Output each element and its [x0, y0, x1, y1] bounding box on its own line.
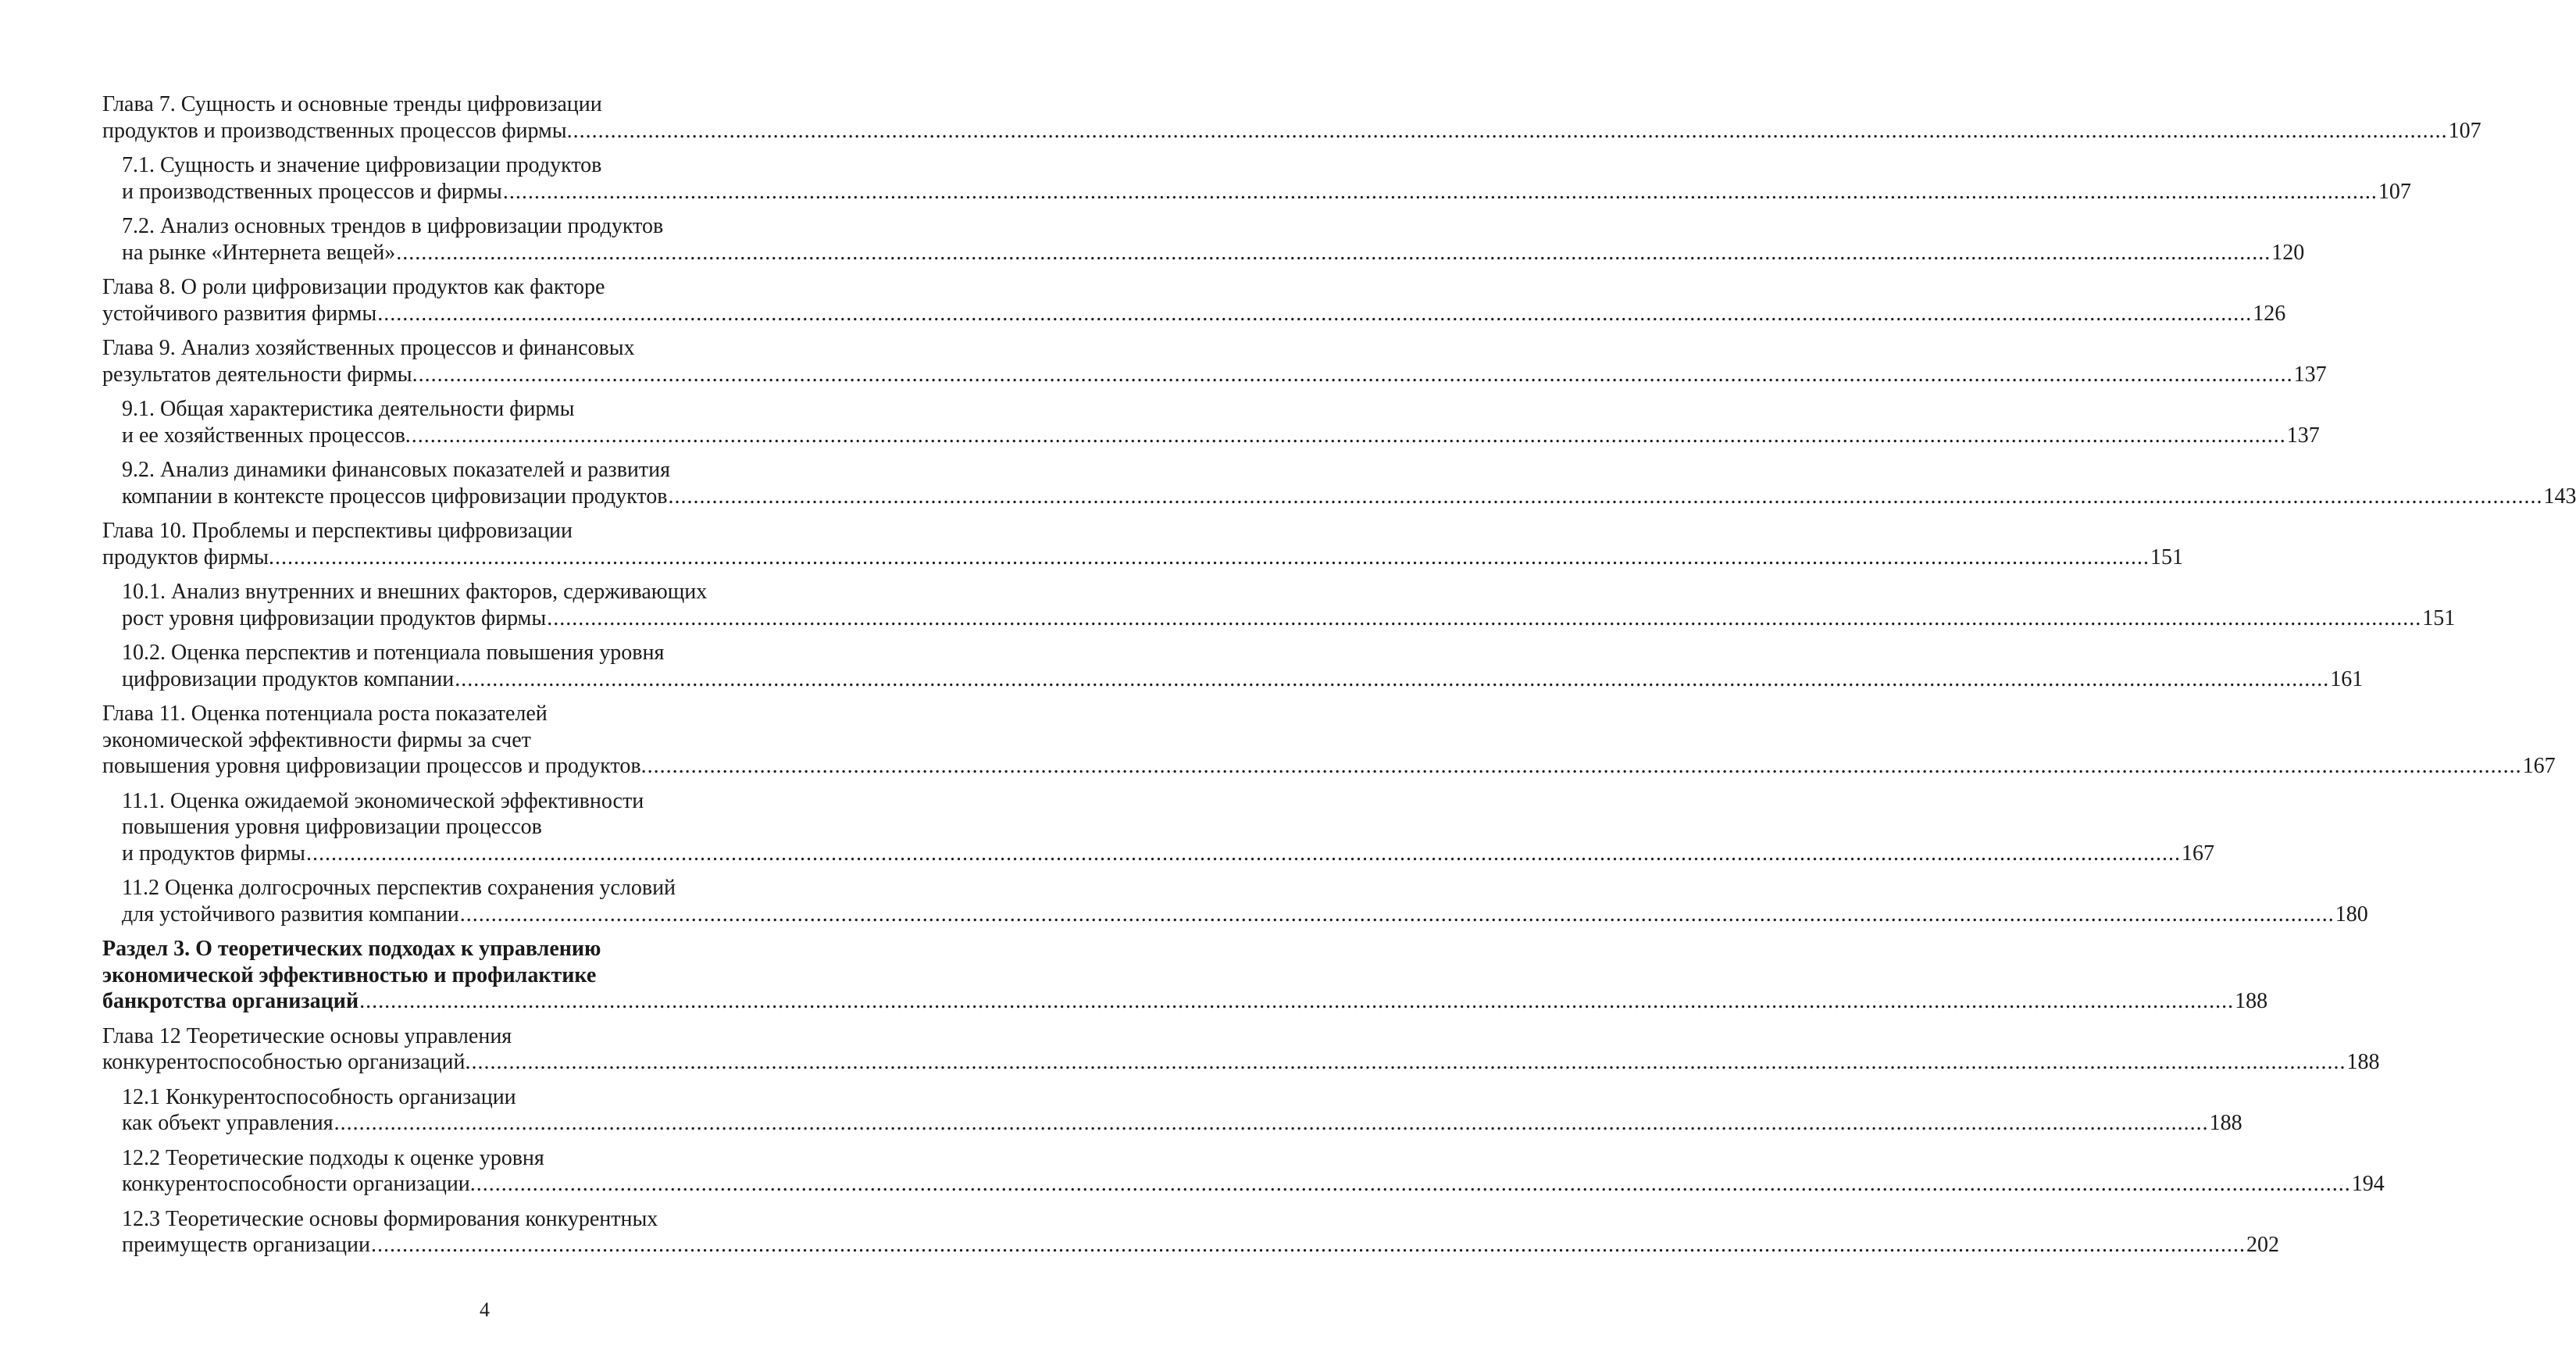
toc-section-entry[interactable]: [102, 788, 2214, 867]
toc-page-number: 107: [2378, 179, 2411, 204]
toc-entry-title-end: продуктов фирмы.: [102, 544, 274, 569]
toc-entry-title-end: повышения уровня цифровизации процессов и продуктов.: [102, 754, 647, 778]
dot-leader: ............................................................................................................................................................................................................................................................................................................: [371, 1233, 2246, 1257]
toc-page-number: 126: [2253, 301, 2286, 326]
toc-page-number: 167: [2181, 841, 2214, 866]
toc-entry-title-end: рост уровня цифровизации продуктов фирмы: [122, 605, 547, 630]
toc-page-number: 167: [2522, 754, 2556, 778]
toc-entry-title-line: 10.2. Оценка перспектив и потенциала повышения уровня: [122, 641, 665, 665]
toc-entry-title-end: конкурентоспособностью организаций.: [102, 1050, 471, 1074]
toc-page-number: 151: [2150, 544, 2183, 569]
dot-leader: ............................................................................................................................................................................................................................................................................................................: [305, 841, 2181, 866]
dot-leader: ............................................................................................................................................................................................................................................................................................................: [647, 754, 2522, 778]
toc-section-entry[interactable]: [102, 875, 2368, 927]
toc-entry-title-line: повышения уровня цифровизации процессов: [122, 815, 542, 839]
toc-page-number: 137: [2286, 423, 2320, 448]
toc-entry-title-line: 12.3 Теоретические основы формирования конкурентных: [122, 1206, 658, 1231]
toc-entry-title-end: банкротства организаций: [102, 989, 359, 1013]
dot-leader: ............................................................................................................................................................................................................................................................................................................: [396, 240, 2271, 265]
toc-section-entry[interactable]: [102, 1084, 2242, 1137]
table-of-contents: [102, 91, 2576, 1259]
toc-entry-last-line: [102, 753, 2556, 780]
page-number: 4: [480, 1298, 490, 1321]
toc-entry-last-line: [102, 988, 2268, 1015]
toc-entry-last-line: [122, 179, 2411, 205]
dot-leader: ............................................................................................................................................................................................................................................................................................................: [359, 989, 2235, 1013]
toc-page-number: 120: [2271, 240, 2305, 265]
toc-chapter-entry[interactable]: [102, 518, 2183, 570]
dot-leader: ............................................................................................................................................................................................................................................................................................................: [471, 1050, 2346, 1074]
toc-entry-title-line: 7.1. Сущность и значение цифровизации продуктов: [122, 153, 602, 177]
toc-page-number: 202: [2246, 1233, 2280, 1257]
toc-entry-title-line: Раздел 3. О теоретических подходах к управлению: [102, 937, 601, 961]
toc-page-number: 161: [2330, 666, 2364, 691]
toc-entry-title-line: 11.1. Оценка ожидаемой экономической эффективности: [122, 788, 644, 813]
toc-entry-title-line: Глава 10. Проблемы и перспективы цифровизации: [102, 519, 573, 543]
dot-leader: ............................................................................................................................................................................................................................................................................................................: [411, 423, 2286, 448]
toc-entry-title-end: и ее хозяйственных процессов.: [122, 423, 411, 448]
toc-section-entry[interactable]: [102, 457, 2576, 509]
toc-entry-title-end: конкурентоспособности организации.: [122, 1172, 476, 1196]
dot-leader: ............................................................................................................................................................................................................................................................................................................: [573, 118, 2448, 143]
toc-chapter-entry[interactable]: [102, 274, 2286, 327]
dot-leader: ............................................................................................................................................................................................................................................................................................................: [377, 301, 2253, 326]
toc-page-number: 188: [2346, 1050, 2380, 1074]
toc-entry-last-line: [122, 666, 2364, 693]
toc-entry-title-line: Глава 11. Оценка потенциала роста показателей: [102, 702, 548, 726]
dot-leader: ............................................................................................................................................................................................................................................................................................................: [459, 902, 2335, 926]
toc-entry-last-line: [102, 118, 2481, 145]
toc-entry-title-line: Глава 9. Анализ хозяйственных процессов и финансовых: [102, 336, 635, 360]
toc-section-entry[interactable]: [102, 1145, 2385, 1198]
toc-chapter-entry[interactable]: [102, 335, 2327, 387]
toc-entry-title-line: экономической эффективностью и профилактике: [102, 962, 597, 987]
toc-entry-title-line: 11.2 Оценка долгосрочных перспектив сохранения условий: [122, 876, 676, 900]
toc-chapter-entry[interactable]: [102, 701, 2556, 780]
toc-entry-last-line: [102, 1049, 2380, 1076]
toc-entry-title-line: 12.2 Теоретические подходы к оценке уровня: [122, 1145, 544, 1170]
toc-entry-title-end: цифровизации продуктов компании: [122, 666, 455, 691]
toc-entry-last-line: [122, 605, 2456, 632]
dot-leader: ............................................................................................................................................................................................................................................................................................................: [334, 1111, 2209, 1135]
toc-page-number: 107: [2448, 118, 2481, 143]
toc-entry-last-line: [102, 301, 2286, 327]
dot-leader: ............................................................................................................................................................................................................................................................................................................: [502, 179, 2378, 204]
toc-entry-title-line: 12.1 Конкурентоспособность организации: [122, 1084, 516, 1109]
toc-entry-last-line: [122, 484, 2576, 510]
toc-entry-last-line: [122, 423, 2320, 449]
toc-entry-last-line: [102, 362, 2327, 388]
toc-page-number: 188: [2209, 1111, 2242, 1135]
toc-entry-last-line: [122, 902, 2368, 928]
dot-leader: ............................................................................................................................................................................................................................................................................................................: [455, 666, 2330, 691]
toc-entry-last-line: [122, 841, 2214, 867]
toc-page-number: 194: [2351, 1172, 2385, 1196]
toc-entry-title-line: 7.2. Анализ основных трендов в цифровизации продуктов: [122, 214, 664, 238]
toc-page-number: 151: [2422, 605, 2456, 630]
toc-section-entry[interactable]: [102, 152, 2411, 205]
dot-leader: ............................................................................................................................................................................................................................................................................................................: [274, 544, 2150, 569]
toc-entry-title-line: Глава 12 Теоретические основы управления: [102, 1023, 512, 1048]
toc-entry-title-end: как объект управления: [122, 1111, 334, 1135]
toc-entry-last-line: [122, 1171, 2385, 1198]
dot-leader: ............................................................................................................................................................................................................................................................................................................: [668, 484, 2543, 509]
toc-entry-title-end: и производственных процессов и фирмы: [122, 179, 502, 204]
toc-section-entry[interactable]: [102, 579, 2456, 631]
toc-entry-title-line: 10.1. Анализ внутренних и внешних факторов, сдерживающих: [122, 580, 708, 604]
toc-entry-title-line: 9.2. Анализ динамики финансовых показателей и развития: [122, 458, 670, 482]
toc-entry-title-end: для устойчивого развития компании: [122, 902, 459, 926]
toc-page-number: 188: [2235, 989, 2268, 1013]
toc-entry-title-end: на рынке «Интернета вещей»: [122, 240, 396, 265]
toc-entry-title-end: и продуктов фирмы: [122, 841, 305, 866]
toc-page-number: 137: [2293, 362, 2327, 387]
toc-section-entry[interactable]: [102, 640, 2364, 692]
dot-leader: ............................................................................................................................................................................................................................................................................................................: [476, 1172, 2351, 1196]
toc-section-entry[interactable]: [102, 213, 2305, 266]
toc-entry-last-line: [102, 544, 2183, 571]
toc-entry-last-line: [122, 1232, 2280, 1259]
toc-entry-title-end: продуктов и производственных процессов фирмы.: [102, 118, 573, 143]
toc-entry-title-line: Глава 7. Сущность и основные тренды цифровизации: [102, 92, 602, 116]
toc-entry-last-line: [122, 240, 2305, 266]
dot-leader: ............................................................................................................................................................................................................................................................................................................: [547, 605, 2422, 630]
toc-entry-title-line: Глава 8. О роли цифровизации продуктов как факторе: [102, 275, 605, 299]
toc-entry-title-end: результатов деятельности фирмы.: [102, 362, 418, 387]
toc-entry-title-end: компании в контексте процессов цифровизации продуктов: [122, 484, 668, 509]
toc-page-number: 143: [2543, 484, 2576, 509]
toc-entry-title-end: преимуществ организации: [122, 1233, 371, 1257]
toc-chapter-entry[interactable]: [102, 91, 2481, 144]
toc-section-entry[interactable]: [102, 1206, 2280, 1259]
toc-entry-title-line: 9.1. Общая характеристика деятельности фирмы: [122, 397, 575, 421]
dot-leader: ............................................................................................................................................................................................................................................................................................................: [418, 362, 2293, 387]
toc-page-number: 180: [2335, 902, 2368, 926]
toc-section-entry[interactable]: [102, 396, 2320, 448]
toc-entry-title-end: устойчивого развития фирмы: [102, 301, 377, 326]
toc-entry-title-line: экономической эффективности фирмы за счет: [102, 727, 531, 752]
toc-chapter-entry[interactable]: [102, 1023, 2380, 1076]
toc-entry-last-line: [122, 1110, 2242, 1137]
toc-chapter-entry[interactable]: [102, 936, 2268, 1015]
